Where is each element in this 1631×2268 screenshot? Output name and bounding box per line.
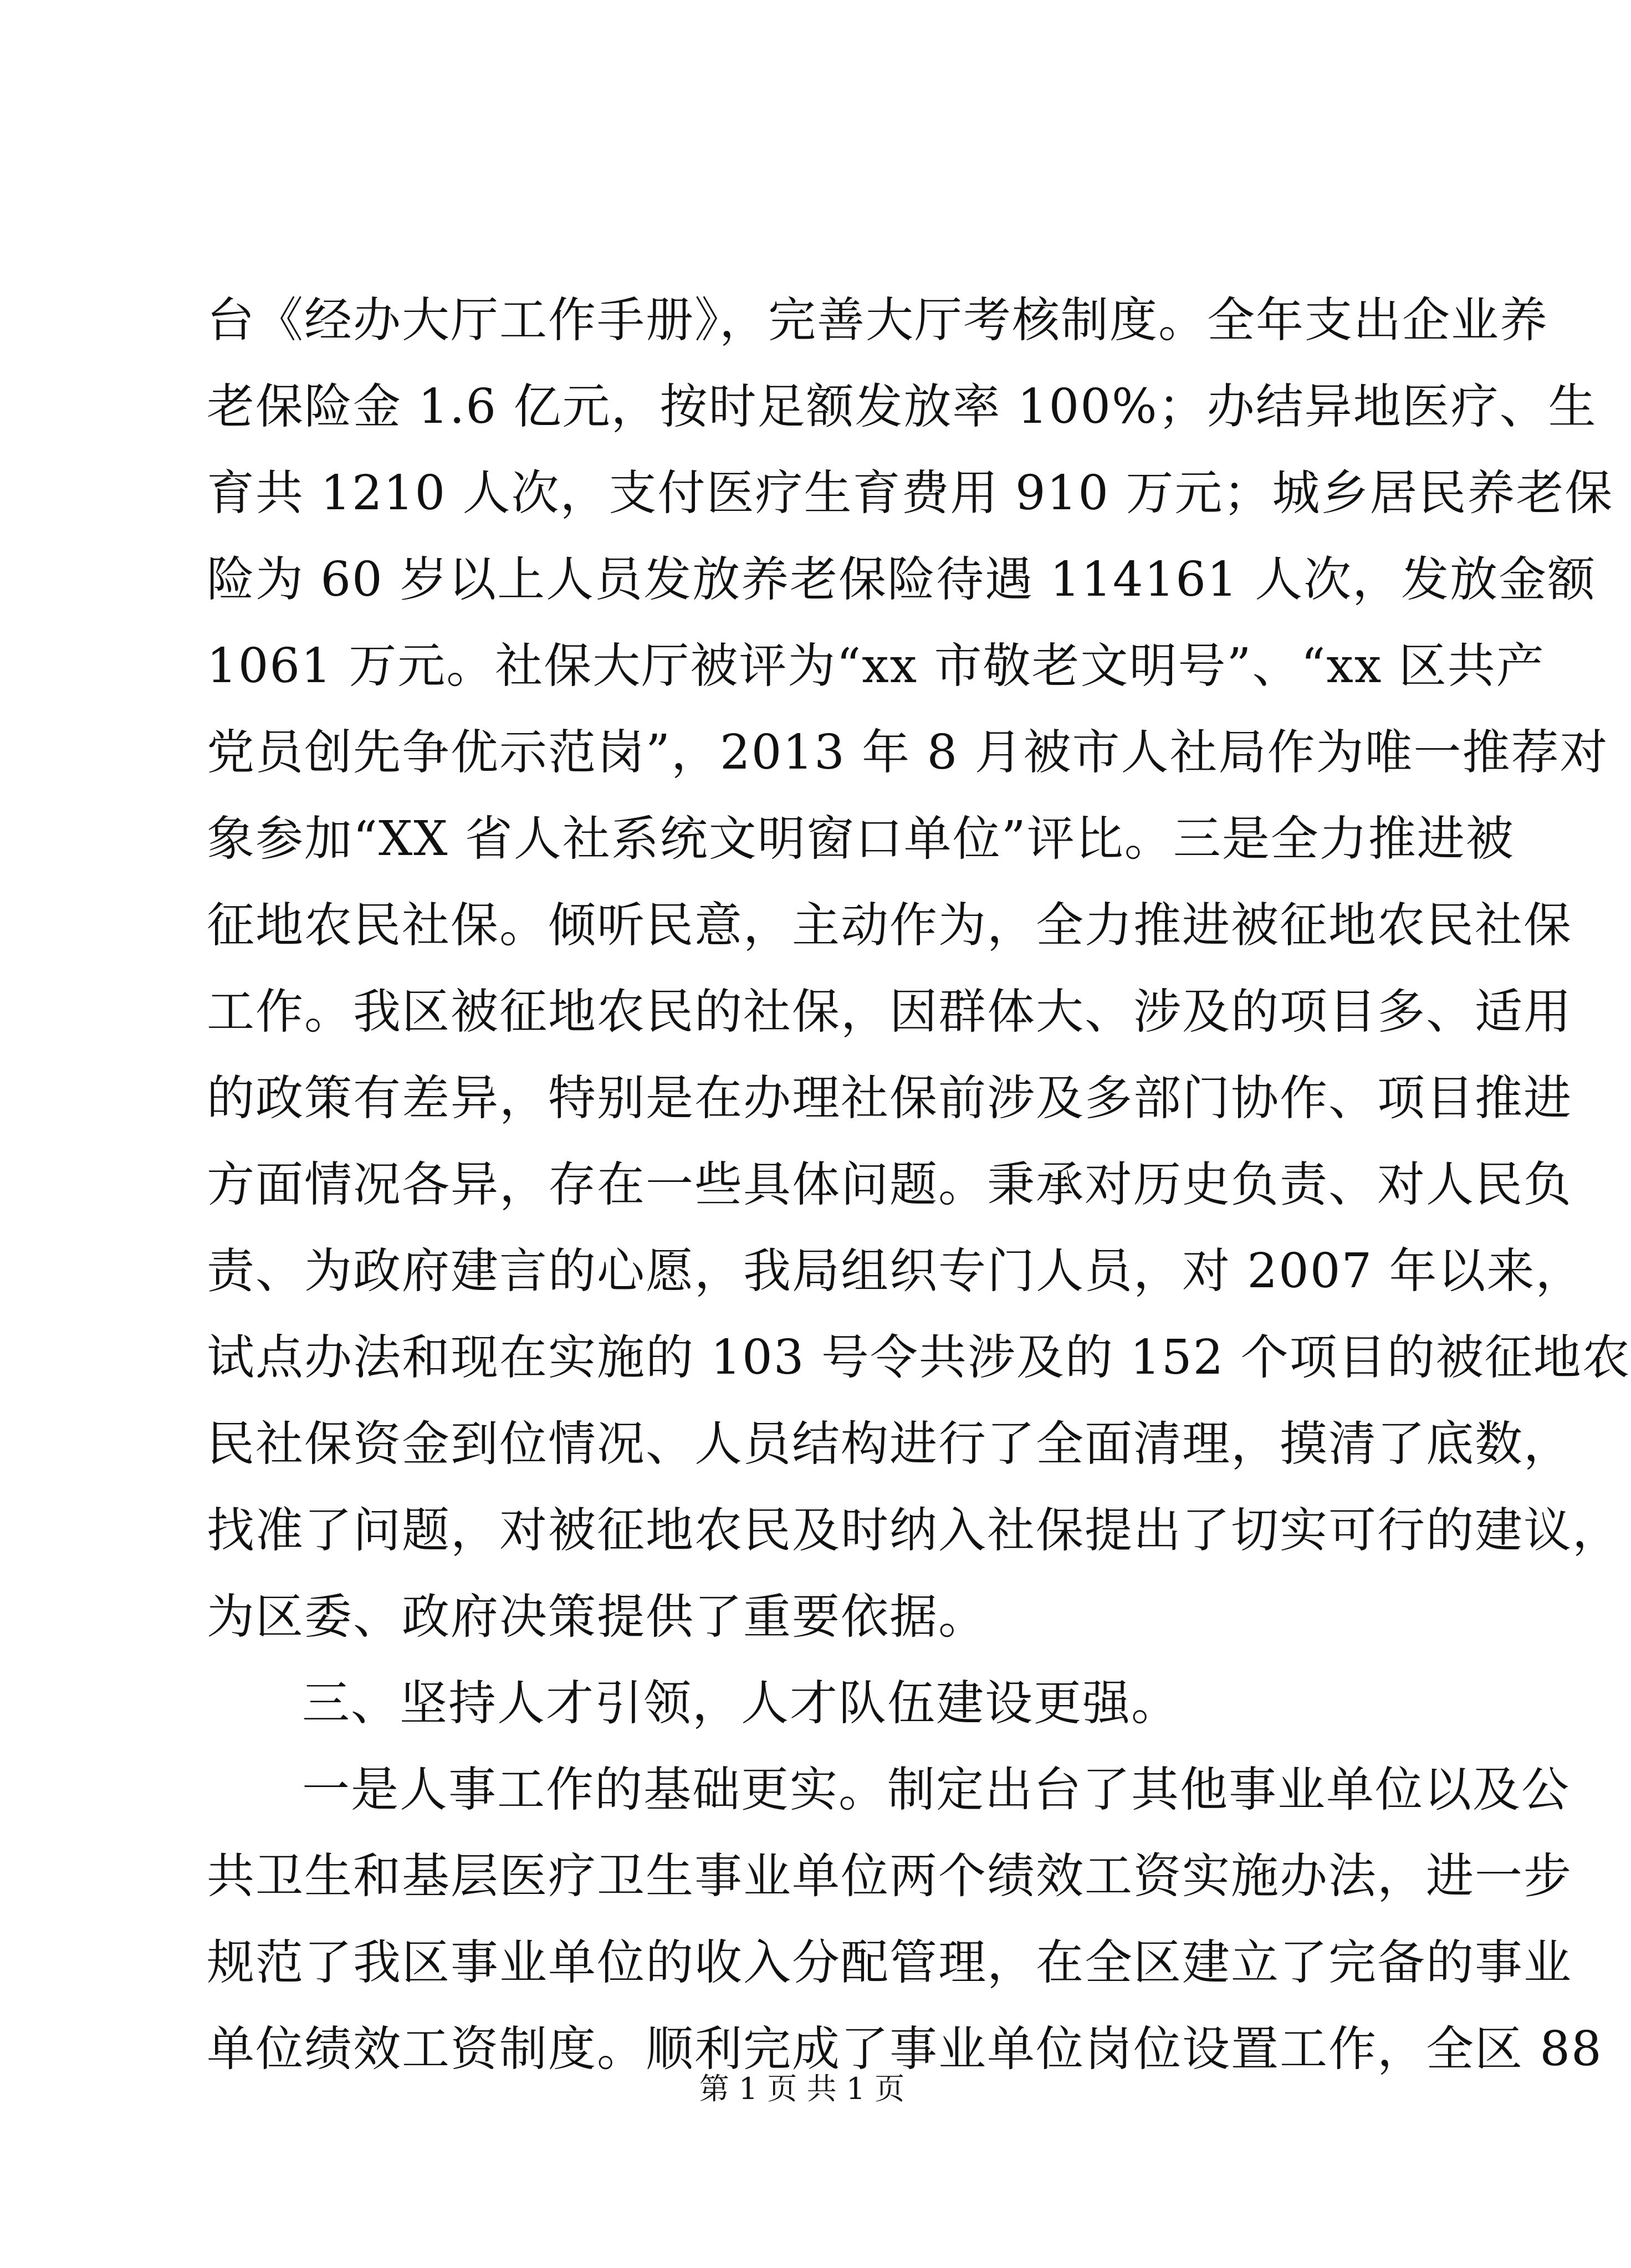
- text-line: 工作。我区被征地农民的社保，因群体大、涉及的项目多、适用: [207, 984, 1572, 1040]
- text-line: 党员创先争优示范岗”，2013 年 8 月被市人社局作为唯一推荐对: [207, 725, 1609, 780]
- text-line: 征地农民社保。倾听民意，主动作为，全力推进被征地农民社保: [207, 898, 1572, 953]
- text-line: 试点办法和现在实施的 103 号令共涉及的 152 个项目的被征地农: [207, 1330, 1631, 1385]
- section-heading: 三、坚持人才引领，人才队伍建设更强。: [302, 1676, 1180, 1731]
- text-line: 的政策有差异，特别是在办理社保前涉及多部门协作、项目推进: [207, 1071, 1572, 1126]
- text-line: 民社保资金到位情况、人员结构进行了全面清理，摸清了底数，: [207, 1416, 1572, 1472]
- text-line: 台《经办大厅工作手册》，完善大厅考核制度。全年支出企业养: [207, 293, 1548, 348]
- text-line: 单位绩效工资制度。顺利完成了事业单位岗位设置工作，全区 88: [207, 2021, 1603, 2077]
- text-line: 规范了我区事业单位的收入分配管理，在全区建立了完备的事业: [207, 1935, 1572, 1990]
- body-text: [207, 277, 1631, 2092]
- page-footer: 第 1 页 共 1 页: [699, 2071, 905, 2106]
- text-line: 老保险金 1.6 亿元，按时足额发放率 100%；办结异地医疗、生: [207, 379, 1597, 434]
- text-line: 方面情况各异，存在一些具体问题。秉承对历史负责、对人民负: [207, 1157, 1572, 1212]
- text-line: 1061 万元。社保大厅被评为“xx 市敬老文明号”、“xx 区共产: [207, 638, 1545, 694]
- text-line: 责、为政府建言的心愿，我局组织专门人员，对 2007 年以来，: [207, 1243, 1584, 1299]
- text-line: 育共 1210 人次，支付医疗生育费用 910 万元；城乡居民养老保: [207, 465, 1614, 521]
- text-line: 共卫生和基层医疗卫生事业单位两个绩效工资实施办法，进一步: [207, 1849, 1572, 1904]
- text-line: 险为 60 岁以上人员发放养老保险待遇 114161 人次，发放金额: [207, 552, 1597, 607]
- text-line: 找准了问题，对被征地农民及时纳入社保提出了切实可行的建议，: [207, 1503, 1621, 1558]
- paragraph-first-line: 一是人事工作的基础更实。制定出台了其他事业单位以及公: [302, 1762, 1570, 1818]
- text-line: 象参加“XX 省人社系统文明窗口单位”评比。三是全力推进被: [207, 811, 1515, 867]
- text-line: 为区委、政府决策提供了重要依据。: [207, 1589, 987, 1645]
